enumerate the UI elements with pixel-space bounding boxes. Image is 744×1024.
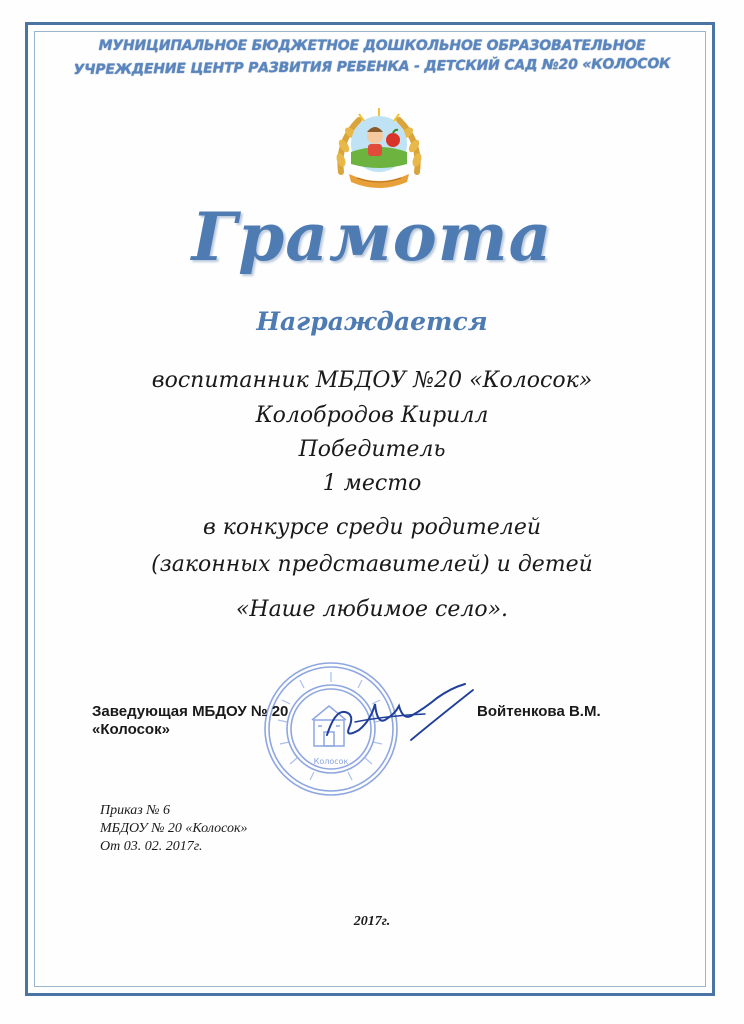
contest-name: «Наше любимое село». [235,597,509,622]
handwritten-signature-icon [315,680,485,750]
footer-year: 2017г. [353,914,391,929]
signatory-role [92,703,288,739]
contest-line-1: в конкурсе среди родителей [202,515,542,540]
kindergarten-emblem-icon [329,102,429,194]
award-status: Победитель [298,437,446,462]
order-date: От 03. 02. 2017г. [100,839,203,854]
certificate-title: Грамота [191,198,553,276]
recipient-status: воспитанник МБДОУ №20 «Колосок» [151,368,593,393]
order-number: Приказ № 6 [100,803,170,818]
org-name-line-2: УЧРЕЖДЕНИЕ ЦЕНТР РАЗВИТИЯ РЕБЕНКА - ДЕТСКИЙ САД №20 «КОЛОСОК [73,55,671,79]
awarded-heading: Награждается [256,307,488,336]
seal-text: Колосок [313,757,349,766]
order-institution: МБДОУ № 20 «Колосок» [100,821,248,836]
signatory-name: Войтенкова В.М. [477,703,601,720]
order-block [100,802,248,856]
award-place: 1 место [322,471,422,496]
signatory-role-line-2: «Колосок» [92,721,170,738]
org-name-line-1: МУНИЦИПАЛЬНОЕ БЮДЖЕТНОЕ ДОШКОЛЬНОЕ ОБРАЗОВАТЕЛЬНОЕ [98,38,646,54]
contest-line-2: (законных представителей) и детей [151,552,593,577]
signatory-role-line-1: Заведующая МБДОУ № 20 [92,703,289,720]
recipient-name: Колобродов Кирилл [255,403,489,428]
